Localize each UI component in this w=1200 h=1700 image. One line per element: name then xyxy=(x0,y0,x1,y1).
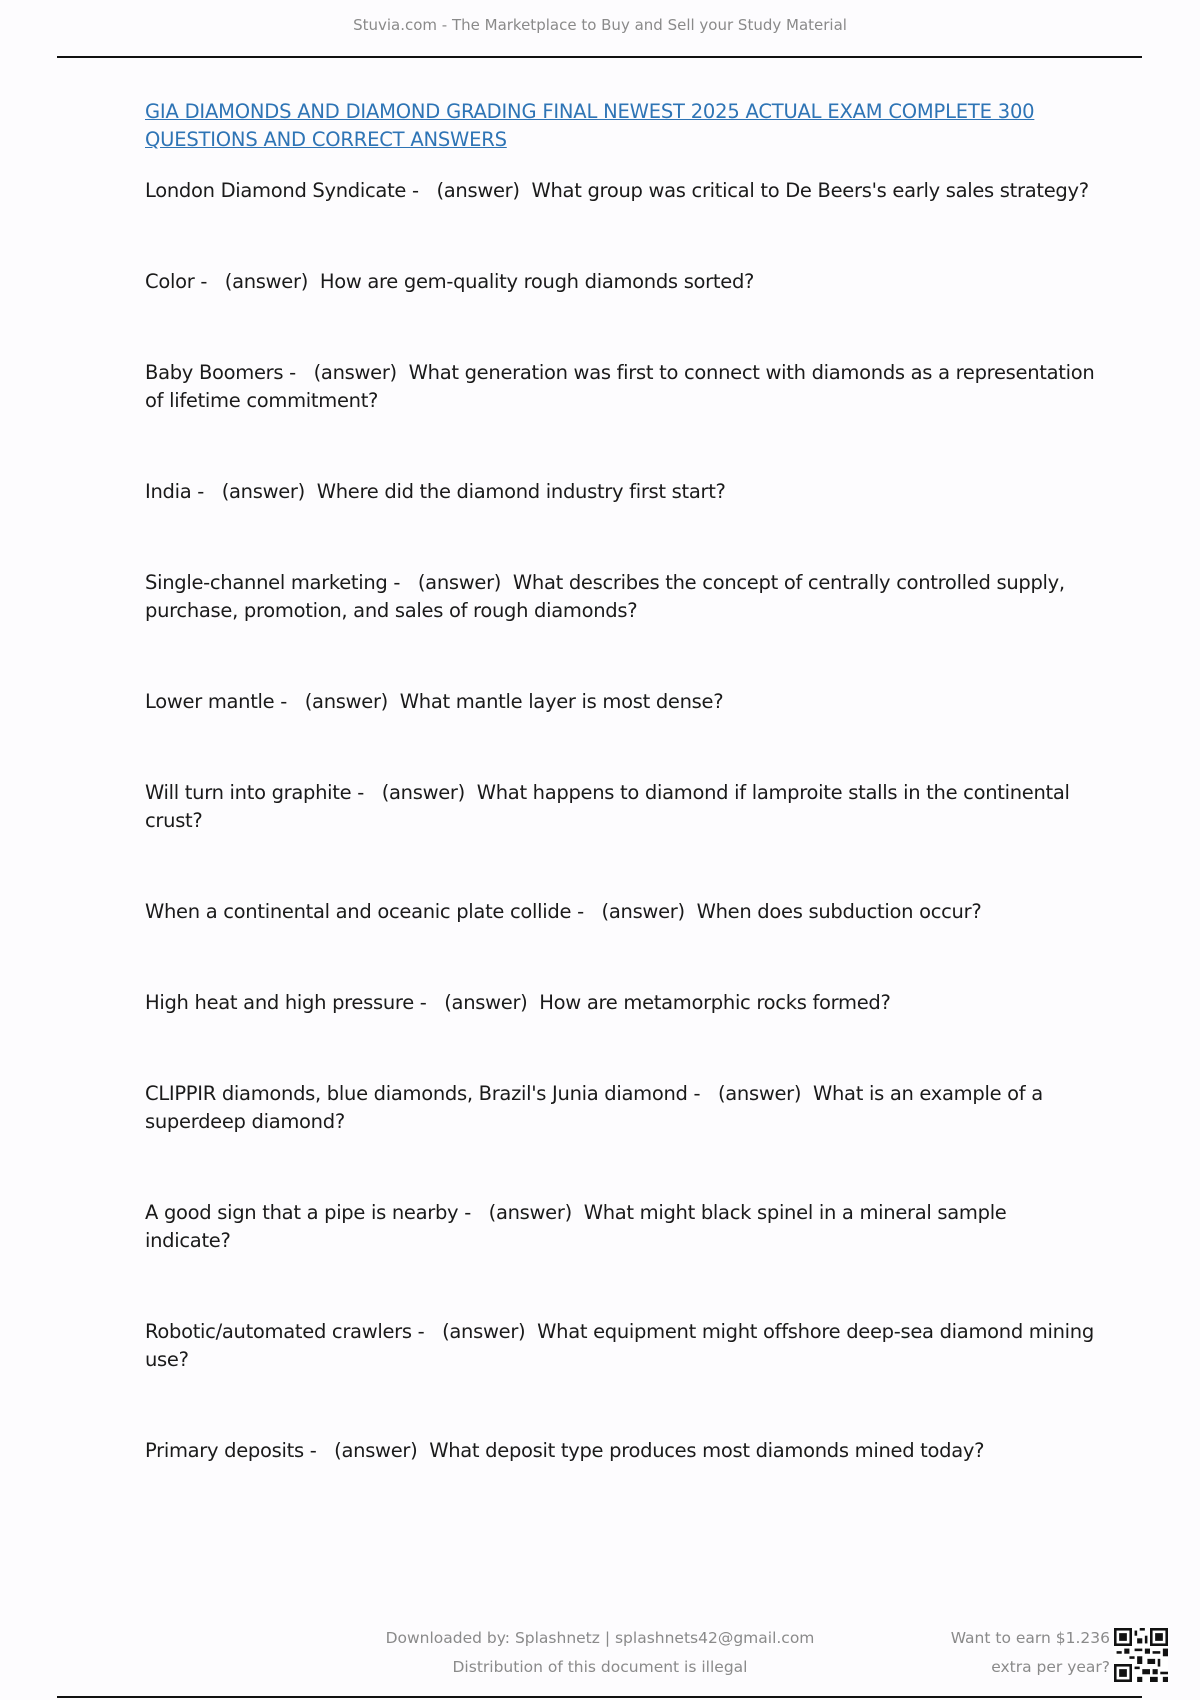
separator: - xyxy=(191,480,222,503)
answer-marker: (answer) xyxy=(221,480,305,503)
qa-item xyxy=(145,1199,1095,1255)
qa-item xyxy=(145,688,1095,716)
separator xyxy=(501,571,513,594)
separator: - xyxy=(194,270,225,293)
answer-marker: (answer) xyxy=(601,900,685,923)
header-divider xyxy=(57,56,1142,58)
separator: - xyxy=(458,1201,489,1224)
qa-item xyxy=(145,268,1095,296)
separator: - xyxy=(687,1082,718,1105)
qa-item xyxy=(145,779,1095,835)
qa-list xyxy=(145,177,1095,1465)
answer-marker: (answer) xyxy=(717,1082,802,1105)
answer-marker: (answer) xyxy=(224,270,309,293)
qa-item xyxy=(145,898,1095,926)
document-body xyxy=(145,98,1095,1465)
item-spacer xyxy=(145,296,1095,359)
qa-item xyxy=(145,1318,1095,1374)
answer-text: Primary deposits xyxy=(145,1439,304,1462)
question-text: How are metamorphic rocks formed? xyxy=(539,991,891,1014)
item-spacer xyxy=(145,506,1095,569)
item-spacer xyxy=(145,1017,1095,1080)
answer-text: London Diamond Syndicate xyxy=(145,179,407,202)
question-text: What describes the concept of centrally controlled supply, purchase, promotion, and sales of rough diamonds? xyxy=(145,571,1065,622)
answer-text: Will turn into graphite xyxy=(145,781,352,804)
answer-marker: (answer) xyxy=(442,1320,526,1343)
answer-marker: (answer) xyxy=(334,1439,418,1462)
question-text: What generation was first to connect with diamonds as a representation of lifetime commitment? xyxy=(145,361,1095,412)
item-spacer xyxy=(145,205,1095,268)
item-spacer xyxy=(145,415,1095,478)
item-spacer xyxy=(145,716,1095,779)
answer-text: Single-channel marketing xyxy=(145,571,388,594)
separator xyxy=(801,1082,813,1105)
question-text: What group was critical to De Beers's early sales strategy? xyxy=(531,179,1089,202)
separator xyxy=(305,480,317,503)
separator xyxy=(465,781,477,804)
answer-text: High heat and high pressure xyxy=(145,991,414,1014)
question-text: When does subduction occur? xyxy=(696,900,982,923)
question-text: What equipment might offshore deep-sea diamond mining use? xyxy=(145,1320,1094,1371)
answer-marker: (answer) xyxy=(488,1201,572,1224)
qa-item xyxy=(145,569,1095,625)
footer-divider xyxy=(57,1696,1142,1698)
separator xyxy=(388,690,400,713)
separator: - xyxy=(351,781,382,804)
downloaded-by-text: Downloaded by: Splashnetz | splashnets42@gmail.com xyxy=(385,1629,815,1647)
answer-text: Baby Boomers xyxy=(145,361,284,384)
item-spacer xyxy=(145,1136,1095,1199)
separator xyxy=(572,1201,584,1224)
qa-item xyxy=(145,359,1095,415)
qa-item xyxy=(145,478,1095,506)
answer-text: When a continental and oceanic plate collide xyxy=(145,900,572,923)
answer-text: Robotic/automated crawlers xyxy=(145,1320,412,1343)
separator: - xyxy=(571,900,602,923)
question-text: What deposit type produces most diamonds mined today? xyxy=(429,1439,985,1462)
item-spacer xyxy=(145,1255,1095,1318)
item-spacer xyxy=(145,926,1095,989)
qr-code-icon[interactable] xyxy=(1114,1628,1168,1682)
site-watermark: Stuvia.com - The Marketplace to Buy and Sell your Study Material xyxy=(353,16,847,34)
separator: - xyxy=(411,1320,443,1343)
qa-item xyxy=(145,1080,1095,1136)
answer-text: Color xyxy=(145,270,195,293)
separator: - xyxy=(387,571,418,594)
document-title: GIA DIAMONDS AND DIAMOND GRADING FINAL NEWEST 2025 ACTUAL EXAM COMPLETE 300 QUESTIONS AND CORRECT ANSWERS xyxy=(145,100,1035,151)
promo-text-line1[interactable]: Want to earn $1.236 xyxy=(950,1629,1110,1647)
separator xyxy=(520,179,532,202)
separator: - xyxy=(413,991,445,1014)
question-text: Where did the diamond industry first start? xyxy=(316,480,726,503)
separator xyxy=(527,991,539,1014)
separator: - xyxy=(303,1439,335,1462)
separator xyxy=(685,900,697,923)
answer-marker: (answer) xyxy=(444,991,528,1014)
answer-marker: (answer) xyxy=(313,361,397,384)
question-text: How are gem-quality rough diamonds sorted? xyxy=(319,270,755,293)
answer-marker: (answer) xyxy=(436,179,520,202)
qa-item xyxy=(145,1437,1095,1465)
separator: - xyxy=(283,361,314,384)
item-spacer xyxy=(145,625,1095,688)
separator xyxy=(525,1320,537,1343)
answer-text: Lower mantle xyxy=(145,690,275,713)
question-text: What happens to diamond if lamproite stalls in the continental crust? xyxy=(145,781,1070,832)
qa-item xyxy=(145,989,1095,1017)
answer-marker: (answer) xyxy=(381,781,465,804)
qa-item xyxy=(145,177,1095,205)
item-spacer xyxy=(145,835,1095,898)
answer-text: A good sign that a pipe is nearby xyxy=(145,1201,459,1224)
item-spacer xyxy=(145,1374,1095,1437)
question-text: What might black spinel in a mineral sample indicate? xyxy=(145,1201,1007,1252)
separator: - xyxy=(406,179,437,202)
answer-text: India xyxy=(145,480,192,503)
question-text: What mantle layer is most dense? xyxy=(399,690,724,713)
answer-text: CLIPPIR diamonds, blue diamonds, Brazil's Junia diamond xyxy=(145,1082,688,1105)
promo-text-line2[interactable]: extra per year? xyxy=(991,1658,1110,1676)
separator xyxy=(397,361,409,384)
answer-marker: (answer) xyxy=(304,690,388,713)
separator xyxy=(417,1439,429,1462)
answer-marker: (answer) xyxy=(417,571,502,594)
separator: - xyxy=(274,690,305,713)
separator xyxy=(308,270,320,293)
distribution-notice: Distribution of this document is illegal xyxy=(452,1658,748,1676)
question-text: What is an example of a superdeep diamond? xyxy=(145,1082,1043,1133)
